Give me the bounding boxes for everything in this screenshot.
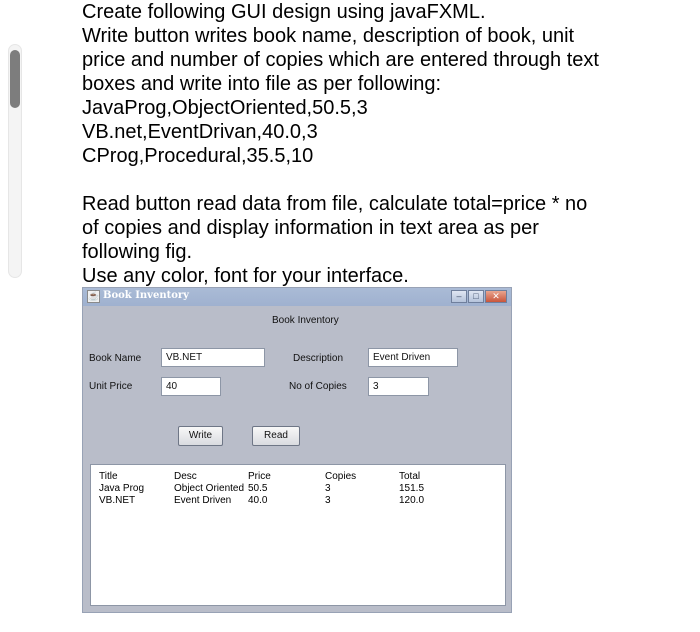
form-heading: Book Inventory — [272, 315, 339, 326]
window-title: Book Inventory — [103, 290, 189, 301]
instruction-line: following fig. — [82, 241, 193, 263]
instruction-line: VB.net,EventDrivan,40.0,3 — [82, 121, 318, 143]
table-cell: 40.0 — [248, 495, 268, 506]
table-cell: Java Prog — [99, 483, 145, 494]
window-controls — [451, 290, 507, 303]
book-name-label: Book Name — [89, 353, 142, 364]
java-cup-icon: ☕ — [88, 291, 100, 301]
unit-price-label: Unit Price — [89, 381, 133, 392]
table-header-cell: Total — [399, 471, 421, 482]
table-header-cell: Title — [99, 471, 118, 482]
no-of-copies-label: No of Copies — [289, 381, 347, 392]
table-row — [91, 483, 505, 495]
table-header-cell: Price — [248, 471, 271, 482]
instruction-blank-line — [82, 168, 672, 192]
table-cell: Event Driven — [174, 495, 232, 506]
instruction-line: price and number of copies which are entered through text — [82, 49, 599, 71]
instructions-text — [82, 0, 672, 288]
table-cell: Object Oriented — [174, 483, 245, 494]
no-of-copies-field[interactable]: 3 — [368, 377, 429, 396]
table-cell: 3 — [325, 483, 331, 494]
table-header-row — [91, 471, 505, 483]
instruction-line: boxes and write into file as per following: — [82, 73, 442, 95]
table-header-cell: Desc — [174, 471, 197, 482]
table-header-cell: Copies — [325, 471, 357, 482]
close-icon[interactable]: ✕ — [485, 290, 507, 303]
table-cell: 120.0 — [399, 495, 425, 506]
instruction-line: Write button writes book name, description of book, unit — [82, 25, 575, 47]
description-field[interactable]: Event Driven — [368, 348, 458, 367]
table-cell: 3 — [325, 495, 331, 506]
instruction-line: Read button read data from file, calculate total=price * no — [82, 193, 588, 215]
table-cell: 50.5 — [248, 483, 268, 494]
instruction-line: Create following GUI design using javaFXML. — [82, 1, 486, 23]
window-titlebar[interactable] — [83, 288, 511, 306]
read-button[interactable]: Read — [252, 426, 300, 446]
instruction-line: CProg,Procedural,35.5,10 — [82, 145, 314, 167]
book-name-field[interactable]: VB.NET — [161, 348, 265, 367]
unit-price-field[interactable]: 40 — [161, 377, 221, 396]
maximize-icon[interactable]: □ — [468, 290, 484, 303]
write-button[interactable]: Write — [178, 426, 223, 446]
instruction-line: Use any color, font for your interface. — [82, 265, 409, 287]
instruction-line: JavaProg,ObjectOriented,50.5,3 — [82, 97, 368, 119]
book-inventory-window — [82, 287, 512, 613]
table-cell: 151.5 — [399, 483, 425, 494]
instruction-line: of copies and display information in text area as per — [82, 217, 539, 239]
description-label: Description — [293, 353, 344, 364]
page-scrollbar-thumb[interactable] — [10, 50, 20, 108]
minimize-icon[interactable]: – — [451, 290, 467, 303]
table-cell: VB.NET — [99, 495, 136, 506]
output-textarea[interactable] — [90, 464, 506, 606]
table-row — [91, 495, 505, 507]
